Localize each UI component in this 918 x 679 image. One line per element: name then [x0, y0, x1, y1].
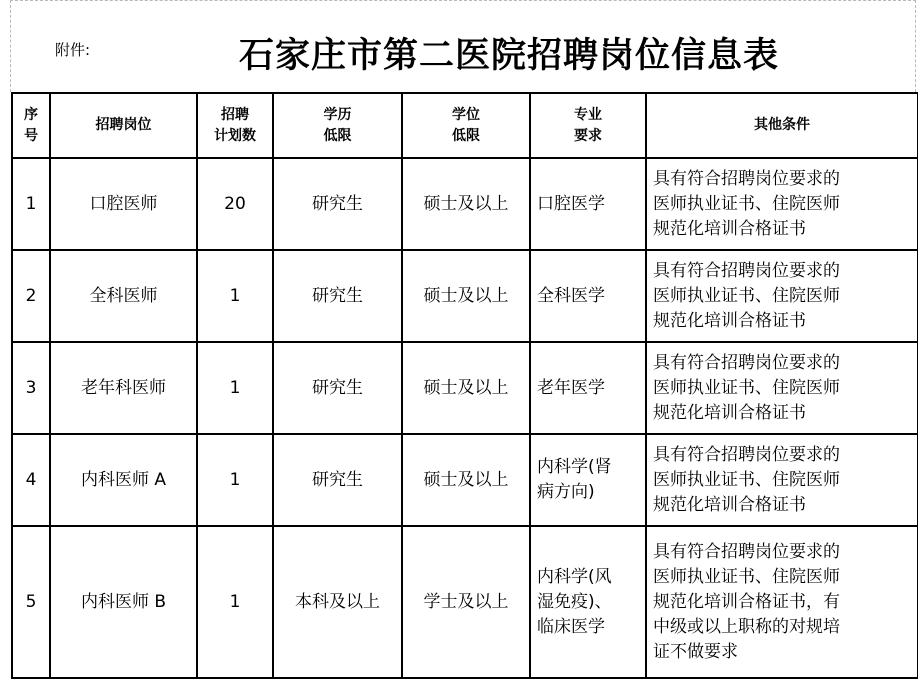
column-header-degree: 学位 低限 [402, 93, 530, 158]
cell-conditions: 具有符合招聘岗位要求的 医师执业证书、住院医师 规范化培训合格证书 [646, 342, 918, 434]
cell-plan: 1 [197, 526, 273, 678]
cell-degree: 学士及以上 [402, 526, 530, 678]
cell-position: 内科医师 A [50, 434, 197, 526]
document-title: 石家庄市第二医院招聘岗位信息表 [239, 36, 780, 76]
column-header-position: 招聘岗位 [50, 93, 197, 158]
cell-conditions: 具有符合招聘岗位要求的 医师执业证书、住院医师 规范化培训合格证书 [646, 158, 918, 250]
recruitment-table [11, 92, 918, 679]
cell-number: 4 [12, 434, 50, 526]
cell-conditions: 具有符合招聘岗位要求的 医师执业证书、住院医师 规范化培训合格证书 [646, 434, 918, 526]
cell-degree: 硕士及以上 [402, 342, 530, 434]
cell-position: 老年科医师 [50, 342, 197, 434]
cell-major: 口腔医学 [530, 158, 646, 250]
cell-major: 老年医学 [530, 342, 646, 434]
cell-major: 内科学(肾 病方向) [530, 434, 646, 526]
cell-plan: 1 [197, 342, 273, 434]
cell-degree: 硕士及以上 [402, 434, 530, 526]
cell-plan: 1 [197, 250, 273, 342]
column-header-conditions: 其他条件 [646, 93, 918, 158]
cell-number: 3 [12, 342, 50, 434]
cell-degree: 硕士及以上 [402, 158, 530, 250]
table-row [12, 158, 918, 250]
table-row [12, 434, 918, 526]
cell-education: 研究生 [273, 158, 402, 250]
cell-number: 2 [12, 250, 50, 342]
cell-conditions: 具有符合招聘岗位要求的 医师执业证书、住院医师 规范化培训合格证书，有 中级或以上职称的对规培 证不做要求 [646, 526, 918, 678]
cell-plan: 20 [197, 158, 273, 250]
attachment-label: 附件: [55, 41, 91, 59]
cell-education: 研究生 [273, 342, 402, 434]
column-header-plan: 招聘 计划数 [197, 93, 273, 158]
cell-conditions: 具有符合招聘岗位要求的 医师执业证书、住院医师 规范化培训合格证书 [646, 250, 918, 342]
table-row [12, 250, 918, 342]
cell-education: 研究生 [273, 250, 402, 342]
cell-position: 内科医师 B [50, 526, 197, 678]
cell-number: 1 [12, 158, 50, 250]
cell-position: 全科医师 [50, 250, 197, 342]
column-header-education: 学历 低限 [273, 93, 402, 158]
document-header [10, 0, 916, 92]
cell-number: 5 [12, 526, 50, 678]
cell-major: 内科学(风 湿免疫)、 临床医学 [530, 526, 646, 678]
table-row [12, 526, 918, 678]
cell-major: 全科医学 [530, 250, 646, 342]
column-header-major: 专业 要求 [530, 93, 646, 158]
cell-degree: 硕士及以上 [402, 250, 530, 342]
table-header-row [12, 93, 918, 158]
table-row [12, 342, 918, 434]
cell-plan: 1 [197, 434, 273, 526]
cell-position: 口腔医师 [50, 158, 197, 250]
column-header-number: 序 号 [12, 93, 50, 158]
cell-education: 研究生 [273, 434, 402, 526]
cell-education: 本科及以上 [273, 526, 402, 678]
